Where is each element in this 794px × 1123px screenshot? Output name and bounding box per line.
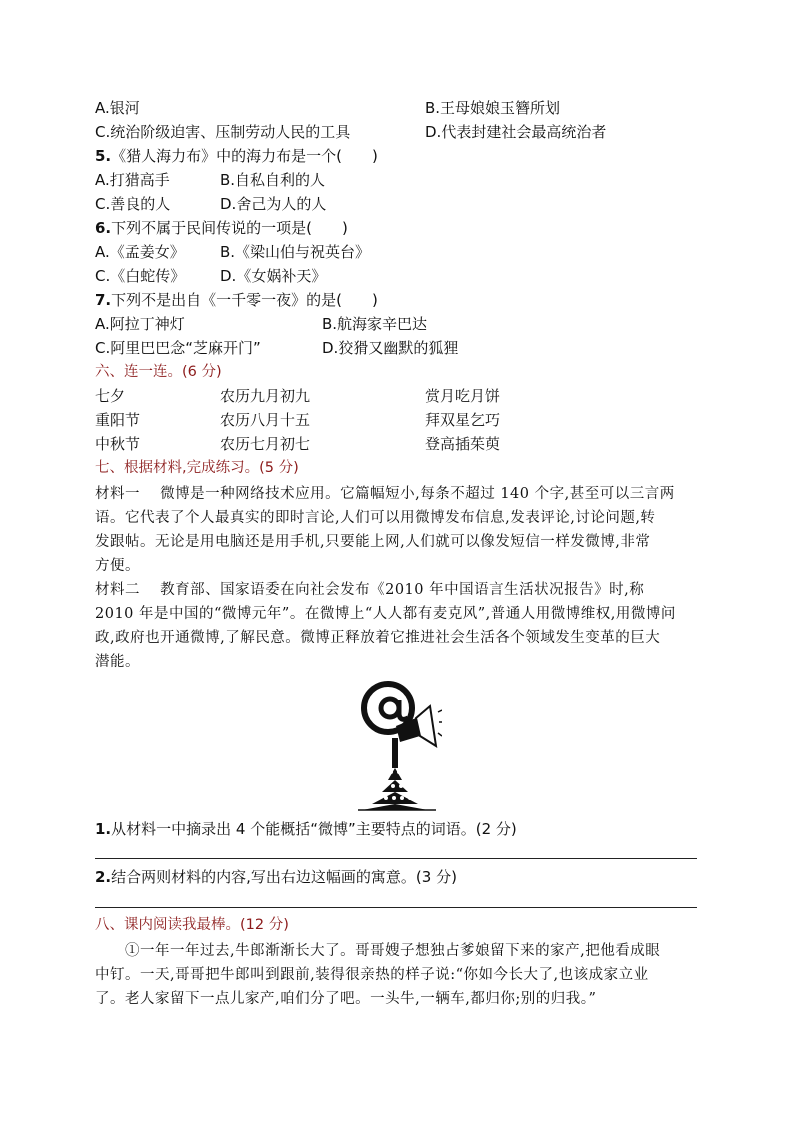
q6-option-a: A.《孟姜女》: [95, 243, 185, 261]
material2-line: 潜能。: [95, 654, 140, 670]
q5-option-b: B.自私自利的人: [220, 171, 326, 189]
crowd-pyramid: [362, 768, 428, 810]
q7-stem: 下列不是出自《一千零一夜》的是( ): [111, 291, 378, 309]
q6-question: [95, 217, 348, 239]
q7-option-d: D.狡猾又幽默的狐狸: [322, 339, 459, 357]
q7-number: 7.: [95, 291, 112, 309]
q6-stem: 下列不属于民间传说的一项是( ): [111, 219, 348, 237]
match-left-item: 重阳节: [95, 411, 141, 429]
material2-line: 2010 年是中国的“微博元年”。在微博上“人人都有麦克风”,普通人用微博维权,用微博问: [95, 606, 676, 622]
material1-line: 语。它代表了个人最真实的即时言论,人们可以用微博发布信息,发表评论,讨论问题,转: [95, 510, 656, 526]
match-right-item: 登高插茱萸: [425, 435, 501, 453]
section7-title: 七、根据材料,完成练习。(5 分): [95, 460, 299, 476]
q6-number: 6.: [95, 219, 112, 237]
material2-line: 政,政府也开通微博,了解民意。微博正释放着它推进社会生活各个领域发生变革的巨大: [95, 630, 661, 646]
q6-option-b: B.《梁山伯与祝英台》: [220, 243, 371, 261]
match-right-item: 赏月吃月饼: [425, 387, 501, 405]
passage-line: 中钉。一天,哥哥把牛郎叫到跟前,装得很亲热的样子说:“你如今长大了,也该成家立业: [95, 967, 649, 983]
s7-q1-text: 从材料一中摘录出 4 个能概括“微博”主要特点的词语。(2 分): [111, 820, 517, 838]
q7-option-b: B.航海家辛巴达: [322, 315, 428, 333]
pole: [392, 738, 398, 768]
q7-question: [95, 289, 378, 311]
q5-number: 5.: [95, 147, 112, 165]
s7-question-1: [95, 818, 517, 840]
s7-question-2: [95, 866, 457, 888]
q6-option-d: D.《女娲补天》: [220, 267, 327, 285]
material2-line: 材料二 教育部、国家语委在向社会发布《2010 年中国语言生活状况报告》时,称: [95, 582, 645, 598]
q4-option-b: B.王母娘娘玉簪所划: [425, 99, 561, 117]
match-right-item: 拜双星乞巧: [425, 411, 501, 429]
s7-q1-number: 1.: [95, 820, 112, 838]
q5-option-d: D.舍己为人的人: [220, 195, 327, 213]
passage-line: ①一年一年过去,牛郎渐渐长大了。哥哥嫂子想独占爹娘留下来的家产,把他看成眼: [125, 943, 661, 959]
material1-line: 方便。: [95, 558, 140, 574]
answer-line-2[interactable]: [95, 907, 697, 908]
q7-option-c: C.阿里巴巴念“芝麻开门”: [95, 339, 261, 357]
answer-line-1[interactable]: [95, 858, 697, 859]
q4-option-d: D.代表封建社会最高统治者: [425, 123, 607, 141]
section6-title: 六、连一连。(6 分): [95, 364, 222, 380]
q4-option-a: A.银河: [95, 99, 140, 117]
match-middle-item: 农历七月初七: [220, 435, 311, 453]
q5-question: [95, 145, 378, 167]
q5-option-a: A.打猎高手: [95, 171, 170, 189]
weibo-megaphone-illustration: [352, 676, 442, 811]
s7-q2-text: 结合两则材料的内容,写出右边这幅画的寓意。(3 分): [111, 868, 457, 886]
q4-option-c: C.统治阶级迫害、压制劳动人民的工具: [95, 123, 351, 141]
q6-option-c: C.《白蛇传》: [95, 267, 186, 285]
match-left-item: 七夕: [95, 387, 126, 405]
q5-option-c: C.善良的人: [95, 195, 171, 213]
section8-title: 八、课内阅读我最棒。(12 分): [95, 917, 289, 933]
match-middle-item: 农历八月十五: [220, 411, 311, 429]
passage-line: 了。老人家留下一点儿家产,咱们分了吧。一头牛,一辆车,都归你;别的归我。”: [95, 991, 597, 1007]
megaphone-icon: [396, 706, 442, 746]
q5-stem: 《猎人海力布》中的海力布是一个( ): [111, 147, 378, 165]
match-middle-item: 农历九月初九: [220, 387, 311, 405]
match-left-item: 中秋节: [95, 435, 141, 453]
material1-line: 材料一 微博是一种网络技术应用。它篇幅短小,每条不超过 140 个字,甚至可以三言两: [95, 486, 675, 502]
s7-q2-number: 2.: [95, 868, 112, 886]
material1-line: 发跟帖。无论是用电脑还是用手机,只要能上网,人们就可以像发短信一样发微博,非常: [95, 534, 651, 550]
q7-option-a: A.阿拉丁神灯: [95, 315, 185, 333]
